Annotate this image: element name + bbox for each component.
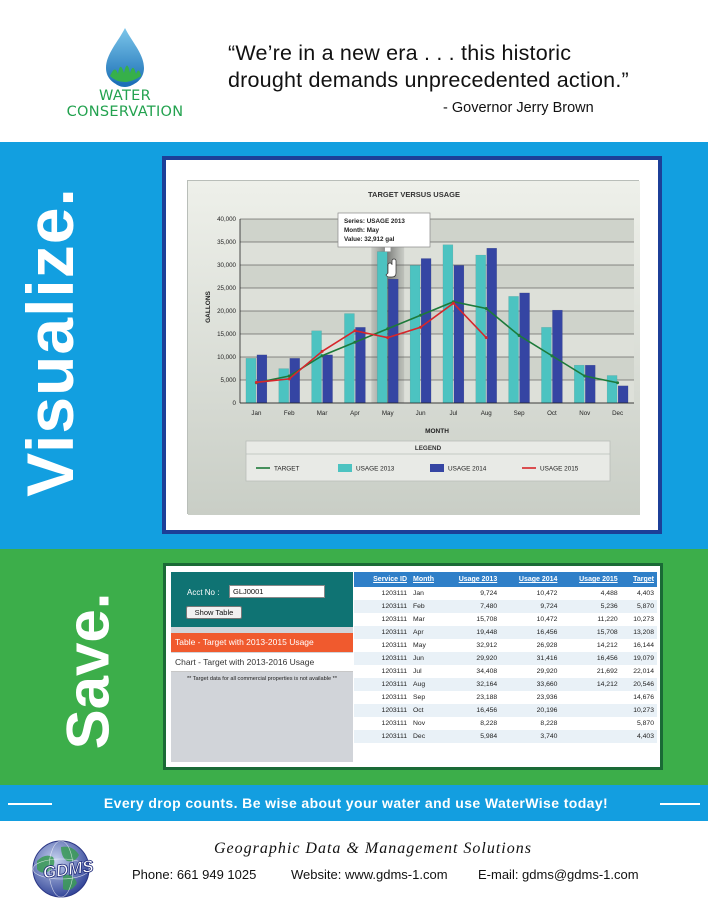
cell-usage-2014: 10,472 bbox=[500, 613, 560, 626]
cell-service-id: 1203111 bbox=[354, 704, 410, 717]
x-axis-label: MONTH bbox=[425, 428, 449, 435]
y-tick-label: 20,000 bbox=[217, 308, 236, 316]
cell-month: Apr bbox=[410, 626, 440, 639]
cell-usage-2013: 16,456 bbox=[440, 704, 500, 717]
cell-usage-2014: 29,920 bbox=[500, 665, 560, 678]
cell-service-id: 1203111 bbox=[354, 665, 410, 678]
cell-target: 5,870 bbox=[621, 717, 657, 730]
cell-usage-2015 bbox=[560, 704, 620, 717]
bar-usage-2013 bbox=[246, 358, 256, 403]
cell-service-id: 1203111 bbox=[354, 730, 410, 743]
legend-label: USAGE 2013 bbox=[356, 465, 395, 473]
cell-month: Feb bbox=[410, 600, 440, 613]
table-row[interactable] bbox=[354, 691, 657, 704]
y-tick-label: 5,000 bbox=[220, 377, 236, 385]
website-link[interactable]: Website: www.gdms-1.com bbox=[291, 867, 448, 882]
y-tick-label: 30,000 bbox=[217, 262, 236, 270]
y-tick-label: 35,000 bbox=[217, 239, 236, 247]
company-name: Geographic Data & Management Solutions bbox=[214, 840, 532, 857]
tooltip-series: Series: USAGE 2013 bbox=[344, 218, 405, 225]
cell-usage-2015 bbox=[560, 717, 620, 730]
cell-usage-2014: 23,936 bbox=[500, 691, 560, 704]
footer bbox=[0, 821, 708, 915]
point-target bbox=[518, 334, 521, 337]
cell-target: 14,676 bbox=[621, 691, 657, 704]
bar-usage-2014 bbox=[618, 386, 628, 403]
col-month[interactable]: Month bbox=[410, 572, 440, 587]
tooltip-month: Month: May bbox=[344, 227, 379, 234]
cell-service-id: 1203111 bbox=[354, 587, 410, 600]
usage-chart bbox=[188, 181, 640, 515]
cell-service-id: 1203111 bbox=[354, 691, 410, 704]
point-usage-2015 bbox=[353, 329, 356, 332]
slogan-banner bbox=[0, 785, 708, 821]
point-usage-2015 bbox=[255, 381, 258, 384]
logo-text bbox=[60, 88, 190, 120]
col-target[interactable]: Target bbox=[621, 572, 657, 587]
cell-target: 22,014 bbox=[621, 665, 657, 678]
cell-service-id: 1203111 bbox=[354, 717, 410, 730]
cell-usage-2014: 3,740 bbox=[500, 730, 560, 743]
cell-usage-2015: 21,692 bbox=[560, 665, 620, 678]
point-usage-2015 bbox=[485, 336, 488, 339]
legend-swatch-usage-2013 bbox=[338, 464, 352, 472]
save-heading-text: Save. bbox=[54, 592, 122, 750]
availability-note: ** Target data for all commercial properties is not available ** bbox=[186, 676, 338, 682]
table-row[interactable] bbox=[354, 639, 657, 652]
point-usage-2015 bbox=[321, 350, 324, 353]
chart-title: TARGET VERSUS USAGE bbox=[368, 190, 460, 199]
bar-usage-2014 bbox=[257, 355, 267, 403]
table-row[interactable] bbox=[354, 626, 657, 639]
table-row[interactable] bbox=[354, 613, 657, 626]
x-tick-label: Jun bbox=[415, 410, 426, 417]
bar-usage-2013 bbox=[377, 252, 387, 403]
bar-usage-2014 bbox=[454, 265, 464, 403]
y-tick-label: 10,000 bbox=[217, 354, 236, 362]
logo-word-water: WATER bbox=[99, 88, 151, 104]
bar-usage-2013 bbox=[541, 327, 551, 403]
bar-usage-2013 bbox=[443, 245, 453, 403]
banner-rule-left bbox=[8, 803, 52, 805]
bar-usage-2014 bbox=[585, 365, 595, 403]
cell-usage-2013: 29,920 bbox=[440, 652, 500, 665]
visualize-section bbox=[0, 142, 708, 549]
point-target bbox=[386, 327, 389, 330]
x-tick-label: Apr bbox=[350, 410, 360, 417]
bar-usage-2013 bbox=[279, 369, 289, 403]
legend-title: LEGEND bbox=[414, 445, 442, 452]
cell-usage-2013: 34,408 bbox=[440, 665, 500, 678]
cell-month: Nov bbox=[410, 717, 440, 730]
show-table-button[interactable]: Show Table bbox=[186, 606, 242, 619]
bar-usage-2014 bbox=[520, 293, 530, 403]
x-tick-label: Feb bbox=[283, 410, 295, 417]
x-tick-label: Aug bbox=[480, 410, 492, 417]
cell-usage-2014: 8,228 bbox=[500, 717, 560, 730]
visualize-heading bbox=[0, 142, 100, 549]
y-tick-label: 0 bbox=[232, 400, 236, 408]
bar-usage-2014 bbox=[290, 358, 300, 403]
bar-usage-2013 bbox=[509, 296, 519, 403]
cell-usage-2014: 33,660 bbox=[500, 678, 560, 691]
cell-service-id: 1203111 bbox=[354, 652, 410, 665]
table-row[interactable] bbox=[354, 600, 657, 613]
table-row[interactable] bbox=[354, 678, 657, 691]
bar-usage-2013 bbox=[607, 375, 617, 403]
cell-target: 4,403 bbox=[621, 730, 657, 743]
cell-month: Sep bbox=[410, 691, 440, 704]
y-tick-label: 40,000 bbox=[217, 216, 236, 224]
menu-item-table[interactable]: Table - Target with 2013-2015 Usage bbox=[171, 633, 353, 652]
table-header-row bbox=[354, 572, 657, 587]
cell-usage-2015: 14,212 bbox=[560, 639, 620, 652]
cell-target: 10,273 bbox=[621, 704, 657, 717]
email-link[interactable]: E-mail: gdms@gdms-1.com bbox=[478, 867, 639, 882]
cell-target: 10,273 bbox=[621, 613, 657, 626]
bar-usage-2013 bbox=[410, 265, 420, 403]
cell-target: 13,208 bbox=[621, 626, 657, 639]
legend-label: USAGE 2015 bbox=[540, 465, 579, 473]
table-row[interactable] bbox=[354, 587, 657, 600]
cell-usage-2013: 7,480 bbox=[440, 600, 500, 613]
x-tick-label: Sep bbox=[513, 410, 525, 417]
phone-number: Phone: 661 949 1025 bbox=[132, 867, 257, 882]
cell-usage-2014: 26,928 bbox=[500, 639, 560, 652]
x-tick-label: Jan bbox=[251, 410, 262, 417]
col-usage-2013[interactable]: Usage 2013 bbox=[440, 572, 500, 587]
legend-label: TARGET bbox=[274, 465, 300, 473]
chart-panel bbox=[187, 180, 639, 514]
cell-service-id: 1203111 bbox=[354, 613, 410, 626]
cell-service-id: 1203111 bbox=[354, 678, 410, 691]
cell-usage-2015: 16,456 bbox=[560, 652, 620, 665]
cell-target: 19,079 bbox=[621, 652, 657, 665]
cell-month: Mar bbox=[410, 613, 440, 626]
tooltip-value: Value: 32,912 gal bbox=[344, 236, 395, 243]
cell-service-id: 1203111 bbox=[354, 639, 410, 652]
account-box bbox=[171, 572, 353, 627]
cell-month: Jun bbox=[410, 652, 440, 665]
cell-usage-2014: 16,456 bbox=[500, 626, 560, 639]
cell-usage-2013: 23,188 bbox=[440, 691, 500, 704]
quote bbox=[228, 40, 668, 94]
acct-label: Acct No : bbox=[187, 588, 220, 597]
cell-usage-2015: 4,488 bbox=[560, 587, 620, 600]
cell-month: Oct bbox=[410, 704, 440, 717]
bar-usage-2014 bbox=[487, 248, 497, 403]
cell-usage-2014: 9,724 bbox=[500, 600, 560, 613]
chart-frame bbox=[162, 156, 662, 534]
x-tick-label: Mar bbox=[316, 410, 328, 417]
bar-usage-2014 bbox=[388, 279, 398, 403]
menu-item-chart[interactable]: Chart - Target with 2013-2016 Usage bbox=[171, 653, 353, 672]
cell-month: May bbox=[410, 639, 440, 652]
cell-target: 20,546 bbox=[621, 678, 657, 691]
cell-month: Jul bbox=[410, 665, 440, 678]
cell-usage-2013: 9,724 bbox=[440, 587, 500, 600]
bar-usage-2014 bbox=[421, 258, 431, 403]
cell-usage-2014: 20,196 bbox=[500, 704, 560, 717]
x-tick-label: Oct bbox=[547, 410, 557, 417]
cell-target: 16,144 bbox=[621, 639, 657, 652]
point-target bbox=[550, 354, 553, 357]
table-row[interactable] bbox=[354, 730, 657, 743]
point-target bbox=[321, 354, 324, 357]
app-frame bbox=[163, 563, 663, 770]
header bbox=[0, 0, 708, 142]
x-tick-label: Nov bbox=[579, 410, 591, 417]
table-row[interactable] bbox=[354, 652, 657, 665]
point-target bbox=[353, 341, 356, 344]
cell-usage-2014: 10,472 bbox=[500, 587, 560, 600]
water-conservation-logo bbox=[60, 26, 190, 126]
cell-usage-2015 bbox=[560, 691, 620, 704]
point-target bbox=[583, 374, 586, 377]
legend-label: USAGE 2014 bbox=[448, 465, 487, 473]
cell-usage-2013: 19,448 bbox=[440, 626, 500, 639]
cell-usage-2013: 8,228 bbox=[440, 717, 500, 730]
save-heading bbox=[0, 549, 150, 785]
cell-target: 5,870 bbox=[621, 600, 657, 613]
bar-usage-2013 bbox=[344, 314, 354, 403]
acct-input[interactable] bbox=[229, 585, 325, 598]
cell-usage-2014: 31,416 bbox=[500, 652, 560, 665]
point-usage-2015 bbox=[419, 326, 422, 329]
legend-swatch-usage-2014 bbox=[430, 464, 444, 472]
quote-line-1: “We’re in a new era . . . this historic bbox=[228, 41, 572, 65]
point-target bbox=[485, 307, 488, 310]
cell-target: 4,403 bbox=[621, 587, 657, 600]
gdms-globe-logo bbox=[27, 831, 107, 903]
table-row[interactable] bbox=[354, 665, 657, 678]
grid-band bbox=[240, 265, 634, 288]
globe-icon bbox=[27, 831, 107, 903]
point-usage-2015 bbox=[288, 377, 291, 380]
banner-text: Every drop counts. Be wise about your water and use WaterWise today! bbox=[103, 795, 609, 811]
table-row[interactable] bbox=[354, 717, 657, 730]
cell-month: Jan bbox=[410, 587, 440, 600]
banner-rule-right bbox=[660, 803, 700, 805]
cell-usage-2013: 5,984 bbox=[440, 730, 500, 743]
point-usage-2015 bbox=[452, 302, 455, 305]
cell-month: Dec bbox=[410, 730, 440, 743]
cell-service-id: 1203111 bbox=[354, 600, 410, 613]
cell-month: Aug bbox=[410, 678, 440, 691]
y-tick-label: 25,000 bbox=[217, 285, 236, 293]
col-usage-2014[interactable]: Usage 2014 bbox=[500, 572, 560, 587]
cell-usage-2013: 32,164 bbox=[440, 678, 500, 691]
logo-word-conservation: CONSERVATION bbox=[66, 104, 184, 120]
cell-usage-2015: 14,212 bbox=[560, 678, 620, 691]
grid-band bbox=[240, 219, 634, 242]
point-usage-2015 bbox=[386, 336, 389, 339]
quote-author: - Governor Jerry Brown bbox=[443, 100, 594, 116]
x-tick-label: Dec bbox=[612, 410, 624, 417]
water-drop-icon bbox=[60, 26, 190, 88]
cell-usage-2015: 11,220 bbox=[560, 613, 620, 626]
cell-usage-2013: 15,708 bbox=[440, 613, 500, 626]
left-panel bbox=[171, 572, 353, 762]
gdms-logo-text: GDMS bbox=[41, 856, 95, 883]
cell-service-id: 1203111 bbox=[354, 626, 410, 639]
visualize-heading-text: Visualize. bbox=[13, 187, 87, 497]
table-row[interactable] bbox=[354, 704, 657, 717]
cell-usage-2013: 32,912 bbox=[440, 639, 500, 652]
col-usage-2015[interactable]: Usage 2015 bbox=[560, 572, 620, 587]
cell-usage-2015: 5,236 bbox=[560, 600, 620, 613]
tooltip-pointer bbox=[385, 247, 391, 252]
col-service-id[interactable]: Service ID bbox=[354, 572, 410, 587]
y-axis-label: GALLONS bbox=[205, 291, 212, 323]
point-target bbox=[616, 381, 619, 384]
x-tick-label: May bbox=[381, 410, 394, 417]
cell-usage-2015 bbox=[560, 730, 620, 743]
point-target bbox=[419, 314, 422, 317]
y-tick-label: 15,000 bbox=[217, 331, 236, 339]
save-section bbox=[0, 549, 708, 785]
x-tick-label: Jul bbox=[449, 410, 458, 417]
usage-table bbox=[354, 572, 657, 743]
quote-line-2: drought demands unprecedented action.” bbox=[228, 68, 629, 92]
bar-usage-2014 bbox=[323, 355, 333, 403]
chart-legend bbox=[246, 441, 610, 481]
bar-usage-2013 bbox=[312, 331, 322, 403]
cell-usage-2015: 15,708 bbox=[560, 626, 620, 639]
